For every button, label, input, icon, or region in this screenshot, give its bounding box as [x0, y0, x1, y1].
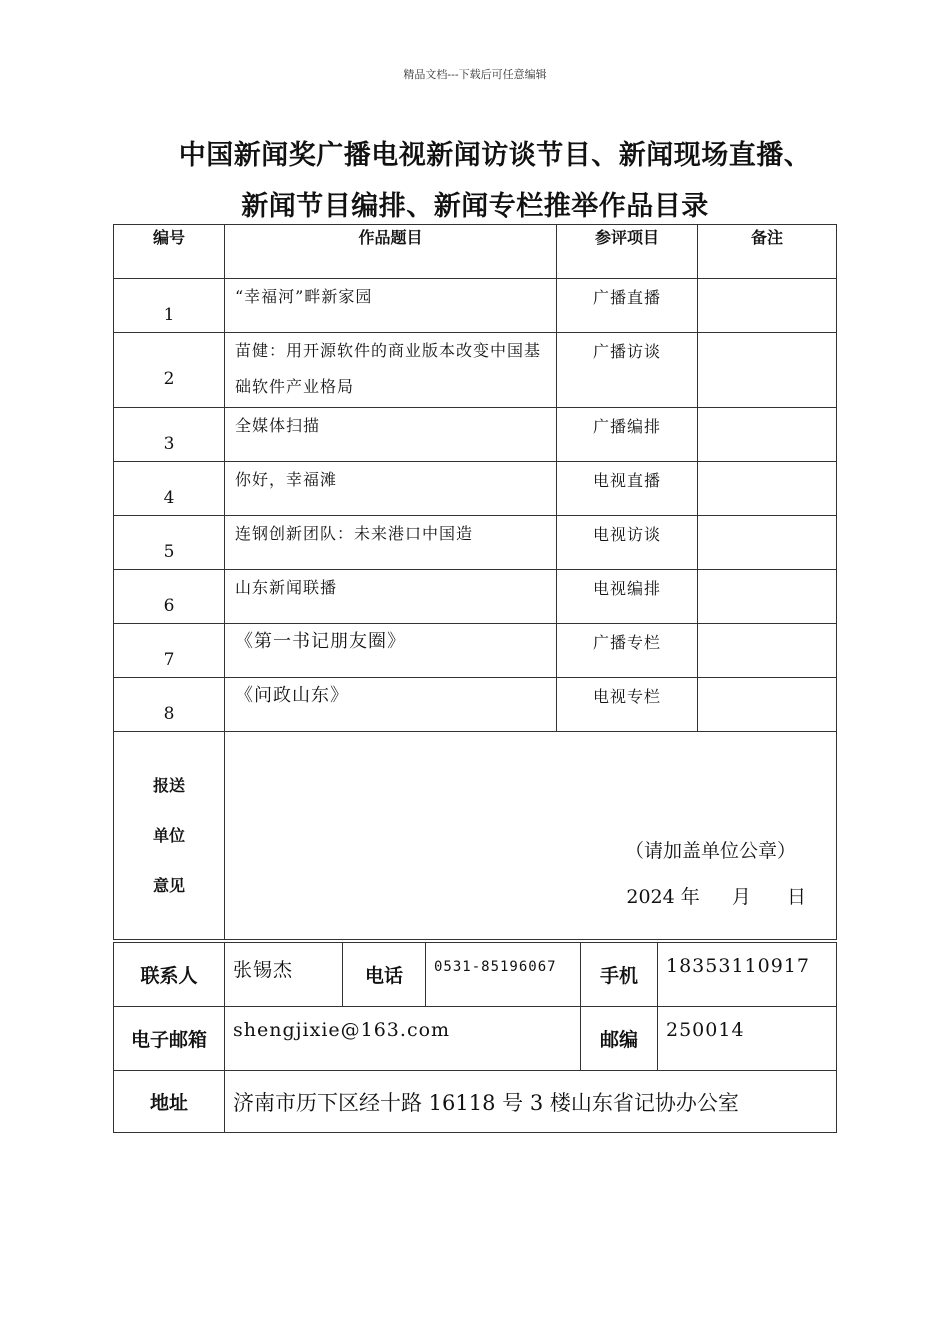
table-header-row	[114, 225, 837, 279]
table-row	[114, 624, 837, 678]
document-title-line2: 新闻节目编排、新闻专栏推举作品目录	[241, 191, 709, 222]
table-row	[114, 333, 837, 408]
address-value: 济南市历下区经十路 16118 号 3 楼山东省记协办公室	[225, 1071, 837, 1133]
mobile-label: 手机	[581, 943, 658, 1007]
header-title: 作品题目	[225, 225, 557, 279]
row-number: 4	[114, 462, 225, 516]
row-category: 广播专栏	[557, 624, 698, 678]
row-category: 电视访谈	[557, 516, 698, 570]
row-note	[698, 333, 837, 408]
opinion-row	[114, 732, 837, 940]
seal-note: （请加盖单位公章）	[624, 840, 796, 862]
row-number: 7	[114, 624, 225, 678]
row-category: 电视专栏	[557, 678, 698, 732]
row-category: 广播编排	[557, 408, 698, 462]
document-title-line1: 中国新闻奖广播电视新闻访谈节目、新闻现场直播、	[178, 140, 812, 171]
contact-row-person	[114, 943, 837, 1007]
row-note	[698, 678, 837, 732]
row-title: 全媒体扫描	[225, 408, 557, 462]
row-note	[698, 279, 837, 333]
row-note	[698, 624, 837, 678]
row-note	[698, 462, 837, 516]
row-title: 《第一书记朋友圈》	[225, 624, 557, 678]
works-table	[113, 224, 837, 940]
row-number: 2	[114, 333, 225, 408]
row-category: 广播直播	[557, 279, 698, 333]
address-label: 地址	[114, 1071, 225, 1133]
contact-row-address	[114, 1071, 837, 1133]
table-row	[114, 516, 837, 570]
opinion-body	[225, 732, 837, 940]
row-note	[698, 408, 837, 462]
contact-person-label: 联系人	[114, 943, 225, 1007]
contact-row-email	[114, 1007, 837, 1071]
row-title: 苗健：用开源软件的商业版本改变中国基础软件产业格局	[225, 333, 557, 408]
row-note	[698, 516, 837, 570]
mobile-value: 18353110917	[658, 943, 837, 1007]
row-category: 电视编排	[557, 570, 698, 624]
table-row	[114, 678, 837, 732]
row-number: 1	[114, 279, 225, 333]
opinion-label-line2: 单位	[152, 825, 185, 845]
contact-table	[113, 942, 837, 1133]
contact-person-value: 张锡杰	[225, 943, 343, 1007]
row-number: 3	[114, 408, 225, 462]
email-value: shengjixie@163.com	[225, 1007, 581, 1071]
header-number: 编号	[114, 225, 225, 279]
phone-label: 电话	[343, 943, 426, 1007]
postcode-value: 250014	[658, 1007, 837, 1071]
row-category: 电视直播	[557, 462, 698, 516]
header-note: 精品文档---下载后可任意编辑	[403, 68, 547, 81]
row-category: 广播访谈	[557, 333, 698, 408]
row-number: 8	[114, 678, 225, 732]
phone-value: 0531-85196067	[426, 943, 581, 1007]
table-row	[114, 570, 837, 624]
table-row	[114, 462, 837, 516]
postcode-label: 邮编	[581, 1007, 658, 1071]
opinion-label-line3: 意见	[152, 875, 185, 895]
date-day: 日	[786, 886, 806, 908]
table-row	[114, 279, 837, 333]
opinion-label-line1: 报送	[152, 775, 185, 795]
opinion-label	[114, 732, 225, 940]
row-note	[698, 570, 837, 624]
row-number: 6	[114, 570, 225, 624]
date-line	[626, 882, 806, 909]
header-category: 参评项目	[557, 225, 698, 279]
header-note: 备注	[698, 225, 837, 279]
date-month: 月	[731, 886, 751, 908]
row-title: 《问政山东》	[225, 678, 557, 732]
row-number: 5	[114, 516, 225, 570]
email-label: 电子邮箱	[114, 1007, 225, 1071]
row-title: 你好，幸福滩	[225, 462, 557, 516]
row-title: 山东新闻联播	[225, 570, 557, 624]
row-title: 连钢创新团队：未来港口中国造	[225, 516, 557, 570]
table-row	[114, 408, 837, 462]
date-year: 2024 年	[626, 886, 700, 908]
row-title: “幸福河”畔新家园	[225, 279, 557, 333]
